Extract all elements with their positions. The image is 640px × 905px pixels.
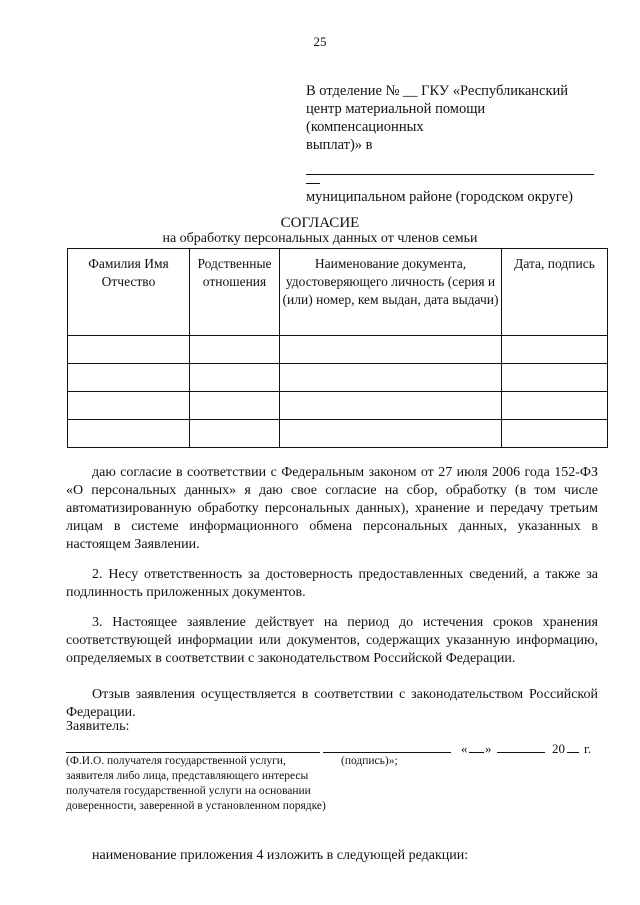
responsibility-paragraph bbox=[66, 566, 598, 602]
applicant-label: Заявитель: bbox=[66, 719, 130, 734]
validity-paragraph bbox=[66, 614, 598, 668]
table-cell[interactable] bbox=[190, 420, 280, 448]
table-row bbox=[68, 364, 608, 392]
table-cell[interactable] bbox=[502, 364, 608, 392]
table-row bbox=[68, 420, 608, 448]
table-cell[interactable] bbox=[190, 392, 280, 420]
footer-instruction: наименование приложения 4 изложить в следующей редакции: bbox=[92, 848, 469, 863]
consent-paragraph bbox=[66, 464, 598, 554]
fio-caption: (Ф.И.О. получателя государственной услуги, заявителя либо лица, представляющего интересы получателя государственной услуги на основании доверенности, заверенной в установленном порядке) bbox=[66, 755, 326, 812]
blank-line bbox=[306, 154, 594, 175]
addressee-block bbox=[306, 82, 606, 206]
date-open-quote: « bbox=[461, 741, 468, 756]
header-id-document: Наименование документа, удостоверяющего личность (серия и (или) номер, кем выдан, дата выдачи) bbox=[280, 249, 502, 336]
consent-text: даю согласие в соответствии с Федеральным законом от 27 июля 2006 года 152-ФЗ «О персональных данных» я даю свое согласие на сбор, обработку (в том числе автоматизированную обработку персональных данных), хранение и передачу третьим лицам в системе информационного обмена персональных данных, указанных в настоящем Заявлении. bbox=[66, 465, 598, 552]
day-blank[interactable] bbox=[469, 752, 484, 753]
table-cell[interactable] bbox=[68, 392, 190, 420]
validity-text: 3. Настоящее заявление действует на период до истечения сроков хранения соответствующей информации или документов, содержащих указанную информацию, определяемых в соответствии с законодательством Российской Федерации. bbox=[66, 615, 598, 666]
table-header-row bbox=[68, 249, 608, 336]
date-close-quote: » bbox=[485, 741, 492, 756]
address-line-4: выплат)» в bbox=[306, 137, 373, 153]
table-cell[interactable] bbox=[502, 420, 608, 448]
table-cell[interactable] bbox=[68, 364, 190, 392]
table-row bbox=[68, 392, 608, 420]
header-date-signature: Дата, подпись bbox=[502, 249, 608, 336]
signature-caption: (подпись)»; bbox=[341, 755, 398, 767]
table-cell[interactable] bbox=[68, 336, 190, 364]
document-title: СОГЛАСИЕ bbox=[280, 215, 360, 231]
table-cell[interactable] bbox=[68, 420, 190, 448]
table-cell[interactable] bbox=[280, 336, 502, 364]
table-cell[interactable] bbox=[190, 364, 280, 392]
address-line-3: (компенсационных bbox=[306, 119, 424, 135]
table-row bbox=[68, 336, 608, 364]
header-relationship: Родственные отношения bbox=[190, 249, 280, 336]
address-line-1: В отделение № __ ГКУ «Республиканский bbox=[306, 83, 569, 99]
year-blank[interactable] bbox=[567, 752, 579, 753]
table-cell[interactable] bbox=[502, 392, 608, 420]
page-number: 25 bbox=[313, 34, 327, 49]
signature-line[interactable] bbox=[323, 752, 451, 753]
address-line-5: муниципальном районе (городском округе) bbox=[306, 189, 573, 205]
year-prefix: 20 bbox=[552, 741, 565, 756]
table-cell[interactable] bbox=[280, 392, 502, 420]
table-cell[interactable] bbox=[280, 420, 502, 448]
fio-signature-line[interactable] bbox=[66, 752, 320, 753]
month-blank[interactable] bbox=[497, 752, 545, 753]
table-cell[interactable] bbox=[502, 336, 608, 364]
table-cell[interactable] bbox=[190, 336, 280, 364]
header-full-name: Фамилия Имя Отчество bbox=[68, 249, 190, 336]
revocation-text: Отзыв заявления осуществляется в соответствии с законодательством Российской Федерации. bbox=[66, 687, 598, 720]
table-cell[interactable] bbox=[280, 364, 502, 392]
address-line-2: центр материальной помощи bbox=[306, 101, 486, 117]
family-members-table bbox=[67, 248, 608, 448]
year-suffix: г. bbox=[584, 741, 592, 756]
responsibility-text: 2. Несу ответственность за достоверность предоставленных сведений, а также за подлинность приложенных документов. bbox=[66, 567, 598, 600]
blank-line-tail bbox=[306, 175, 320, 184]
revocation-paragraph bbox=[66, 686, 598, 722]
document-subtitle: на обработку персональных данных от членов семьи bbox=[162, 231, 478, 246]
